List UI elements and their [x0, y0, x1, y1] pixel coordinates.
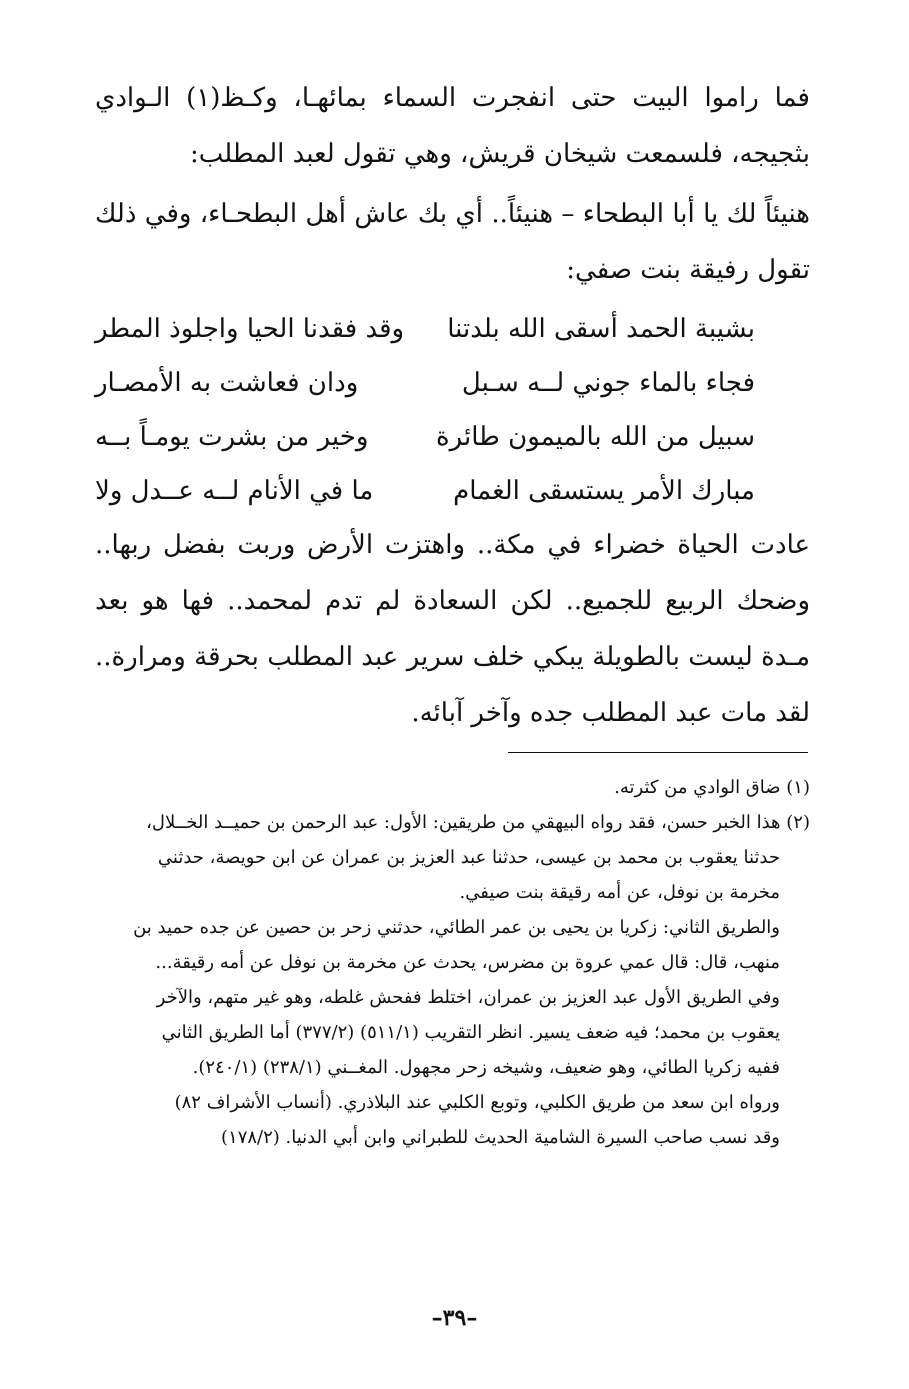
- poem-second-hemistich: ودان فعاشت به الأمصـار: [95, 368, 359, 398]
- footnotes: [100, 770, 810, 1155]
- footnote-2-line: ورواه ابن سعد من طريق الكلبي، وتوبع الكلبي عند البلاذري. (أنساب الأشراف ٨٢): [174, 1092, 780, 1113]
- poem-first-hemistich: بشيبة الحمد أسقى الله بلدتنا: [447, 314, 755, 344]
- page-number: –٣٩–: [431, 1305, 478, 1331]
- poem: [95, 302, 810, 518]
- footnote-2-line: (٢) هذا الخبر حسن، فقد رواه البيهقي من طريقين: الأول: عبد الرحمن بن حميــد الخــلال،: [146, 812, 810, 833]
- footnote-1: (١) ضاق الوادي من كثرته.: [614, 777, 810, 798]
- poem-verse: [95, 356, 810, 410]
- paragraph-2: هنيئاً لك يا أبا البطحاء – هنيئاً.. أي بك عاش أهل البطحـاء، وفي ذلك تقول رفيقة بنت صفي:: [95, 199, 810, 285]
- poem-verse: [95, 464, 810, 518]
- poem-verse: [95, 410, 810, 464]
- paragraph-3: عادت الحياة خضراء في مكة.. واهتزت الأرض وربت بفضل ربها.. وضحك الربيع للجميع.. لكن السعادة لم تدم لمحمد.. فها هو بعد مـدة ليست بالطويلة يبكي خلف سرير عبد المطلب بحرقة ومرارة.. لقد مات عبد المطلب جده وآخر آبائه.: [95, 530, 810, 728]
- footnote-2-line: ففيه زكريا الطائي، وهو ضعيف، وشيخه زحر مجهول. المغــني (٢٣٨/١) (٢٤٠/١).: [192, 1057, 780, 1078]
- footnote-2-line: مخرمة بن نوفل، عن أمه رقيقة بنت صيفي.: [459, 882, 780, 903]
- footnote-separator: [508, 752, 808, 753]
- paragraph-1: فما راموا البيت حتى انفجرت السماء بمائهـا، وكـظ(١) الـوادي بثجيجه، فلسمعت شيخان قريش، وهي تقول لعبد المطلب:: [95, 83, 810, 169]
- poem-first-hemistich: سبيل من الله بالميمون طائرة: [436, 422, 755, 452]
- footnote-2-line: والطريق الثاني: زكريا بن يحيى بن عمر الطائي، حدثني زحر بن حصين عن جده حميد بن: [133, 917, 780, 938]
- poem-first-hemistich: فجاء بالماء جوني لــه سـبل: [461, 368, 755, 398]
- poem-second-hemistich: وقد فقدنا الحيا واجلوذ المطر: [95, 314, 405, 344]
- poem-first-hemistich: مبارك الأمر يستسقى الغمام: [453, 476, 755, 506]
- footnote-2-line: وقد نسب صاحب السيرة الشامية الحديث للطبراني وابن أبي الدنيا. (١٧٨/٢): [221, 1127, 780, 1148]
- footnote-2-line: وفي الطريق الأول عبد العزيز بن عمران، اختلط ففحش غلطه، وهو غير متهم، والآخر: [156, 987, 780, 1008]
- footnote-2-line: حدثنا يعقوب بن محمد بن عيسى، حدثنا عبد العزيز بن عمران عن ابن حويصة، حدثني: [157, 847, 780, 868]
- poem-second-hemistich: ما في الأنام لــه عــدل ولا: [95, 476, 374, 506]
- footnote-2-line: يعقوب بن محمد؛ فيه ضعف يسير. انظر التقريب (٥١١/١) (٣٧٧/٢) أما الطريق الثاني: [161, 1022, 780, 1043]
- poem-second-hemistich: وخير من بشرت يومـاً بــه: [95, 422, 369, 452]
- footnote-2-line: منهب، قال: قال عمي عروة بن مضرس، يحدث عن مخرمة بن نوفل عن أمه رقيقة...: [155, 952, 780, 973]
- poem-verse: [95, 302, 810, 356]
